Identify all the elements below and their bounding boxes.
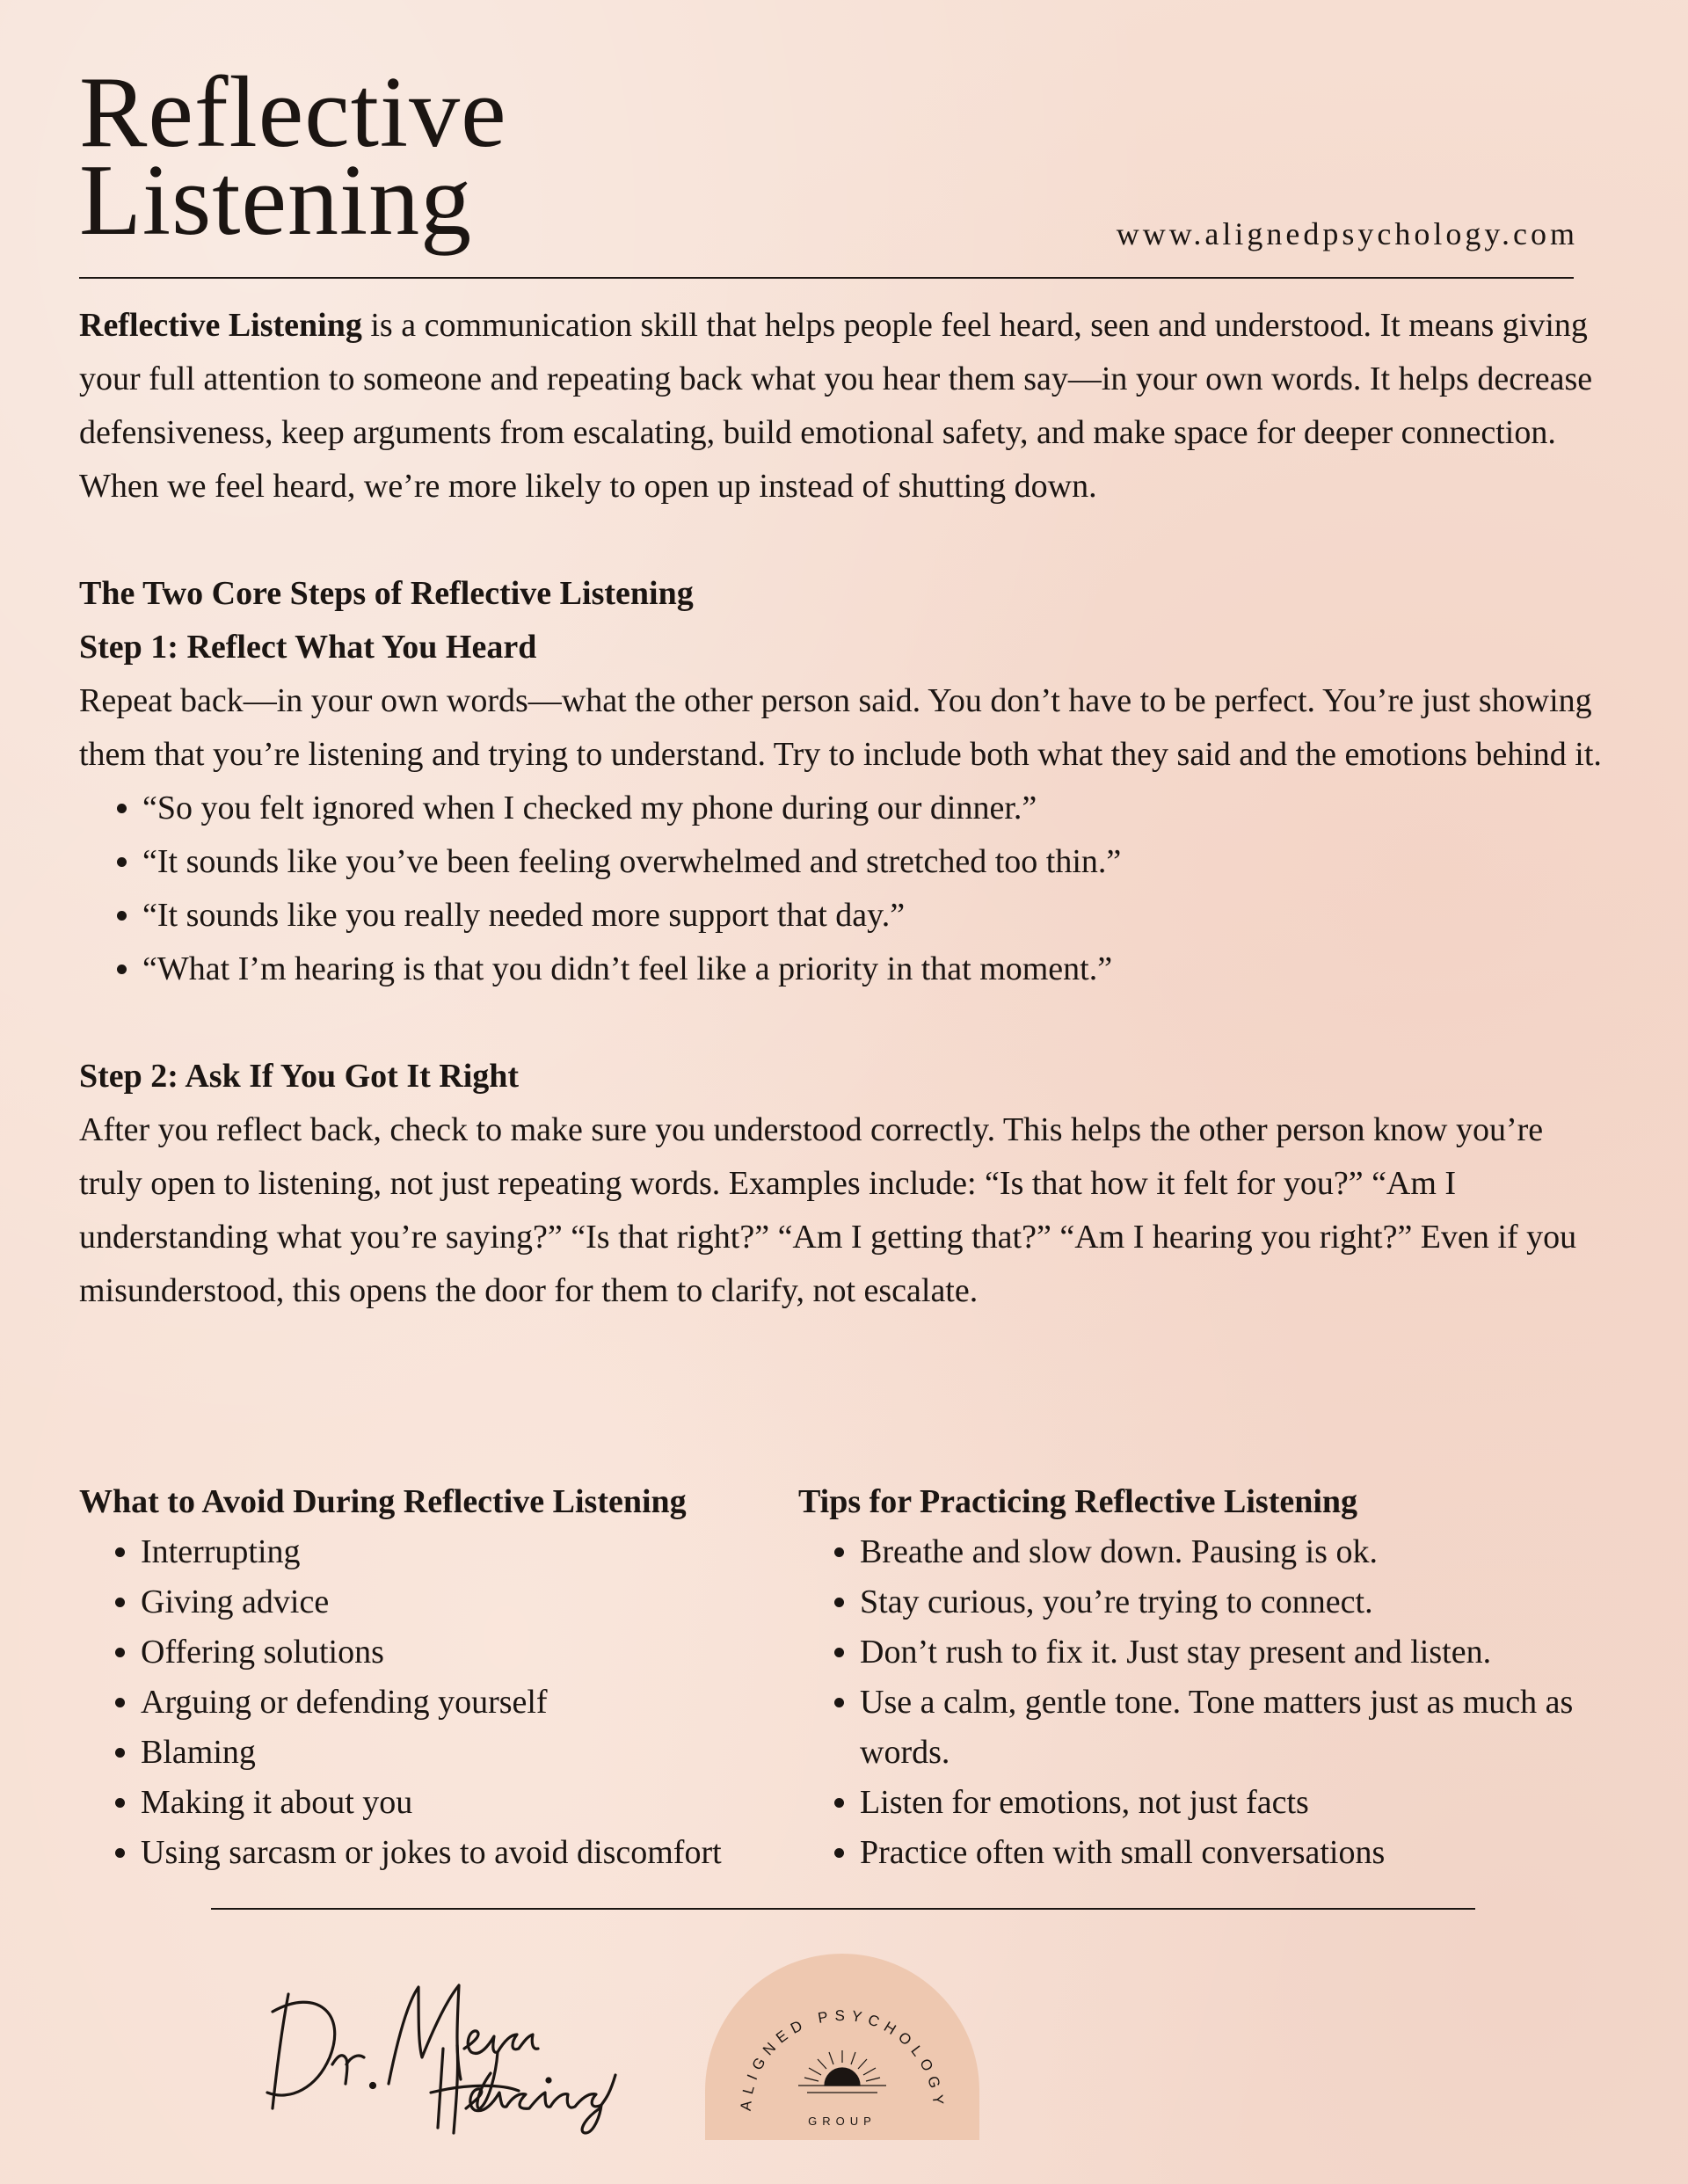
page-title (79, 56, 507, 257)
tips-list (798, 1527, 1607, 1878)
list-item: • Arguing or defending yourself (141, 1678, 798, 1728)
list-item: • “So you felt ignored when I checked my phone during our dinner.” (142, 782, 1613, 835)
aligned-psychology-logo (705, 1954, 979, 2140)
list-item: • Using sarcasm or jokes to avoid discomfort (141, 1828, 798, 1878)
step1-text: Repeat back—in your own words—what the other person said. You don’t have to be perfect. You’re just showing them that you’re listening and trying to understand. Try to include both what they said and the emotions behind it. (79, 682, 1602, 773)
tips-heading: Tips for Practicing Reflective Listening (798, 1483, 1358, 1520)
intro-paragraph (79, 299, 1613, 513)
website-url: www.alignedpsychology.com (1116, 216, 1578, 251)
list-item: • Stay curious, you’re trying to connect. (860, 1577, 1607, 1627)
list-item: • “It sounds like you’ve been feeling overwhelmed and stretched too thin.” (142, 835, 1613, 889)
main-content (79, 299, 1613, 1318)
step1-title: Step 1: Reflect What You Heard (79, 629, 537, 666)
header-divider (79, 277, 1574, 279)
footer-divider (211, 1908, 1475, 1910)
list-item: • Giving advice (141, 1577, 798, 1627)
intro-term: Reflective Listening (79, 307, 362, 344)
list-item: • “What I’m hearing is that you didn’t feel like a priority in that moment.” (142, 943, 1613, 996)
list-item: • Making it about you (141, 1778, 798, 1828)
title-line-1: Reflective (79, 56, 507, 169)
step1-examples (79, 782, 1613, 996)
tips-section (798, 1477, 1607, 1878)
steps-heading: The Two Core Steps of Reflective Listening (79, 575, 694, 612)
list-item: • Use a calm, gentle tone. Tone matters just as much as words. (860, 1678, 1607, 1778)
title-line-2: Listening (79, 144, 473, 257)
step2-text: After you reflect back, check to make sure you understood correctly. This helps the other person know you’re truly open to listening, not just repeating words. Examples include: “Is that how it felt for you?” “Am I understanding what you’re saying?” “Is that right?” “Am I getting that?” “Am I hearing you right?” Even if you misunderstood, this opens the door for them to clarify, not escalate. (79, 1111, 1577, 1309)
two-column-lists (79, 1477, 1609, 1878)
avoid-heading: What to Avoid During Reflective Listening (79, 1483, 687, 1520)
list-item: • Offering solutions (141, 1627, 798, 1678)
logo-group-text: GROUP (808, 2115, 877, 2128)
avoid-list (79, 1527, 798, 1878)
list-item: • Breathe and slow down. Pausing is ok. (860, 1527, 1607, 1577)
list-item: • Listen for emotions, not just facts (860, 1778, 1607, 1828)
list-item: • Blaming (141, 1728, 798, 1778)
step2-title: Step 2: Ask If You Got It Right (79, 1058, 520, 1095)
list-item: • Practice often with small conversations (860, 1828, 1607, 1878)
list-item: • Don’t rush to fix it. Just stay present and listen. (860, 1627, 1607, 1678)
intro-text: is a communication skill that helps people feel heard, seen and understood. It means giving your full attention to someone and repeating back what you hear them say—in your own words. It helps decrease defensiveness, keep arguments from escalating, build emotional safety, and make space for deeper connection. When we feel heard, we’re more likely to open up instead of shutting down. (79, 307, 1593, 505)
logo-badge (705, 1954, 979, 2140)
avoid-section (79, 1477, 798, 1878)
list-item: • “It sounds like you really needed more support that day.” (142, 889, 1613, 943)
logo-arc-text: ALIGNED PSYCHOLOGY (737, 2006, 948, 2112)
signature-image (255, 1961, 686, 2137)
list-item: • Interrupting (141, 1527, 798, 1577)
